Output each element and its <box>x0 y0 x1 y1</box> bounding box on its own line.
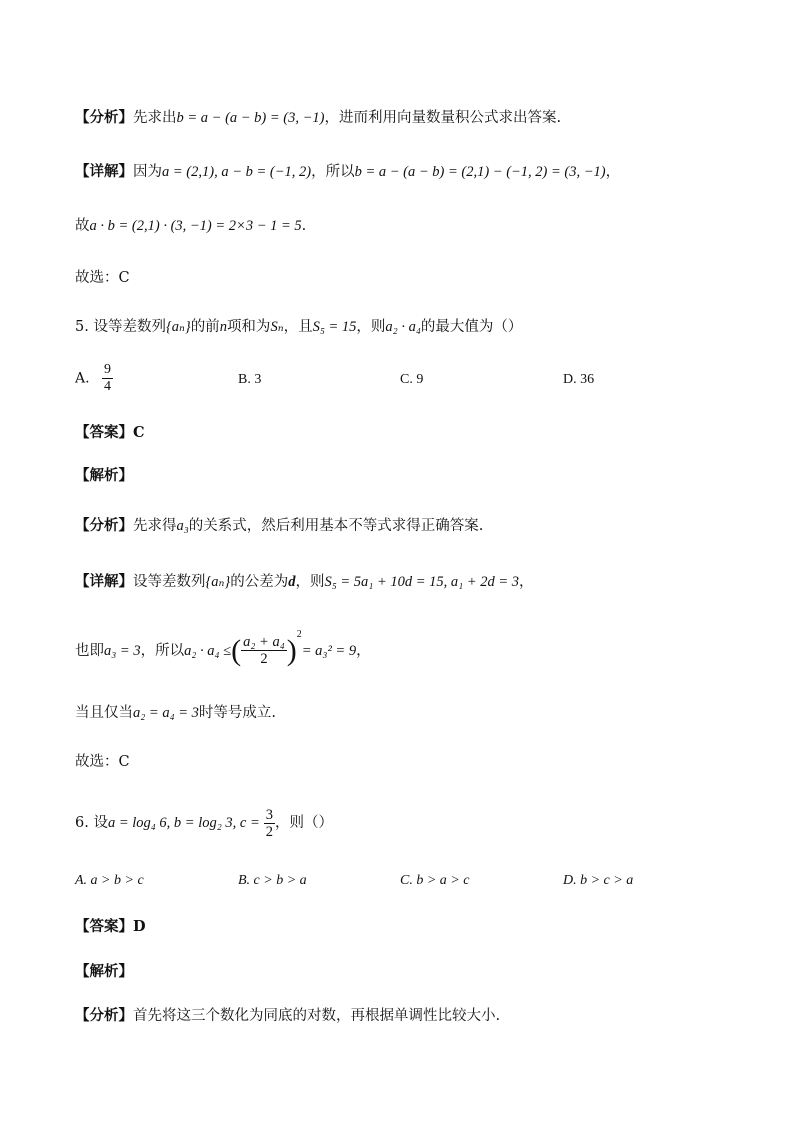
q4-analysis-tag: 【分析】 <box>75 109 133 126</box>
q6-stem <box>75 806 754 840</box>
q4-detail-line <box>75 162 754 182</box>
q6-analysis-tag: 【分析】 <box>75 1007 133 1024</box>
q5-answer-text: 【答案】C <box>75 424 145 441</box>
q6-option-a[interactable]: A. a > b > c <box>75 873 144 888</box>
q5-step2-text-a: 也即 <box>75 642 104 659</box>
q5-stem <box>75 317 754 337</box>
q5-option-a-num: 9 <box>104 362 112 377</box>
q6-option-b[interactable]: B. c > b > a <box>238 873 307 888</box>
q5-analysis-head-text: 【解析】 <box>75 467 133 484</box>
q5-step2-end: ， <box>356 642 371 659</box>
q5-stem-s5: S₅ = 15 <box>312 319 357 335</box>
q4-detail-text-c: ， <box>605 164 621 180</box>
q4-detail-formula-a: a = (2,1), a − b = (−1, 2) <box>162 164 312 180</box>
q5-detail-d: d <box>288 574 296 590</box>
q5-analysis-text-a: 先求得 <box>133 518 177 534</box>
q4-conclusion-end: . <box>301 218 307 234</box>
q5-stem-f: 的最大值为（） <box>420 319 523 335</box>
q6-answer <box>75 917 754 937</box>
q5-detail-text-d: ， <box>519 574 534 590</box>
q5-step2-fraction <box>241 634 287 667</box>
q5-detail-line <box>75 572 754 592</box>
q5-detail-text-a: 设等差数列 <box>133 574 206 590</box>
q5-detail-text-c: ，则 <box>295 574 325 590</box>
q6-stem-formula-a: a = log₄ 6, b = log₂ 3, c = <box>107 815 260 831</box>
q4-detail-text-a: 因为 <box>133 164 162 180</box>
q5-step2-a3: a₃ = 3 <box>104 642 141 659</box>
q6-option-d[interactable]: D. b > c > a <box>563 873 634 888</box>
q5-option-a-fraction <box>102 362 113 395</box>
q5-detail-text-b: 的公差为 <box>230 574 289 590</box>
q4-choice: 故选：C <box>75 270 130 286</box>
q5-answer <box>75 423 754 443</box>
q6-analysis-head <box>75 962 754 982</box>
q5-stem-n: n <box>219 319 227 335</box>
q6-stem-b: ，则（） <box>275 815 334 831</box>
q5-step3-line <box>75 703 754 723</box>
q5-choice: 故选：C <box>75 754 130 770</box>
q5-option-c[interactable]: C. 9 <box>400 372 424 387</box>
q5-option-a-label: A. <box>75 370 90 387</box>
q5-stem-c: 项和为 <box>226 319 271 335</box>
q6-stem-den: 2 <box>265 823 274 840</box>
q4-analysis-text-b: ，进而利用向量数量积公式求出答案. <box>324 110 562 126</box>
q5-stem-sn: Sₙ <box>270 319 284 335</box>
q5-stem-e: ，则 <box>356 319 386 335</box>
q6-analysis-line <box>75 1006 754 1026</box>
q4-analysis-text-a: 先求出 <box>133 110 177 126</box>
q6-stem-a: 6. 设 <box>75 815 108 831</box>
q5-step2-paren-left: ( <box>231 633 242 667</box>
q4-detail-text-b: ，所以 <box>311 164 355 180</box>
q5-stem-a: 5. 设等差数列 <box>75 319 166 335</box>
q6-answer-text: 【答案】D <box>75 918 146 935</box>
q5-analysis-text-b: 的关系式，然后利用基本不等式求得正确答案. <box>188 518 484 534</box>
q5-stem-prod: a₂ · a₄ <box>385 319 421 335</box>
q4-analysis-formula: b = a − (a − b) = (3, −1) <box>176 110 325 126</box>
q4-conclusion-text: 故 <box>75 218 90 234</box>
q5-step2-num: a₂ + a₄ <box>243 634 285 651</box>
q5-step3-formula: a₂ = a₄ = 3 <box>133 705 199 721</box>
q5-analysis-a3: a₃ <box>176 518 189 534</box>
q5-detail-formula: S₅ = 5a₁ + 10d = 15, a₁ + 2d = 3 <box>324 574 520 590</box>
q5-option-a-den: 4 <box>104 379 112 394</box>
q4-conclusion-line <box>75 216 754 236</box>
q5-step2-lhs: a₂ · a₄ ≤ <box>184 642 232 659</box>
q5-stem-seq: {aₙ} <box>165 319 191 335</box>
q5-step2-den: 2 <box>260 651 268 668</box>
q4-conclusion-formula: a · b = (2,1) · (3, −1) = 2×3 − 1 = 5 <box>89 218 302 234</box>
q5-stem-d: ，且 <box>283 319 313 335</box>
q5-step2-square: 2 <box>296 629 302 640</box>
q4-detail-formula-b: b = a − (a − b) = (2,1) − (−1, 2) = (3, −1) <box>354 164 606 180</box>
q5-analysis-head <box>75 466 754 486</box>
q5-detail-seq: {aₙ} <box>205 574 231 590</box>
q6-option-c[interactable]: C. b > a > c <box>400 873 470 888</box>
q5-step2-line <box>75 629 754 668</box>
q5-stem-b: 的前 <box>190 319 220 335</box>
q6-stem-fraction <box>264 807 275 840</box>
q5-step3-text-b: 时等号成立. <box>198 705 277 721</box>
q6-analysis-head-text: 【解析】 <box>75 963 133 980</box>
q4-analysis-line <box>75 108 754 128</box>
q6-stem-num: 3 <box>265 806 274 823</box>
q5-option-b[interactable]: B. 3 <box>238 372 262 387</box>
q5-analysis-line <box>75 516 754 536</box>
q5-step3-text-a: 当且仅当 <box>75 705 133 721</box>
q6-analysis-text: 首先将这三个数化为同底的对数，再根据单调性比较大小. <box>133 1008 501 1024</box>
q5-step2-paren-right: ) <box>286 633 297 667</box>
q5-analysis-tag: 【分析】 <box>75 517 133 534</box>
q5-detail-tag: 【详解】 <box>75 573 133 590</box>
q5-step2-rhs: = a₃² = 9 <box>301 642 357 659</box>
q4-detail-tag: 【详解】 <box>75 163 133 180</box>
q5-option-a[interactable] <box>75 362 113 395</box>
q5-option-d[interactable]: D. 36 <box>563 372 595 387</box>
q5-step2-text-b: ，所以 <box>140 642 185 659</box>
